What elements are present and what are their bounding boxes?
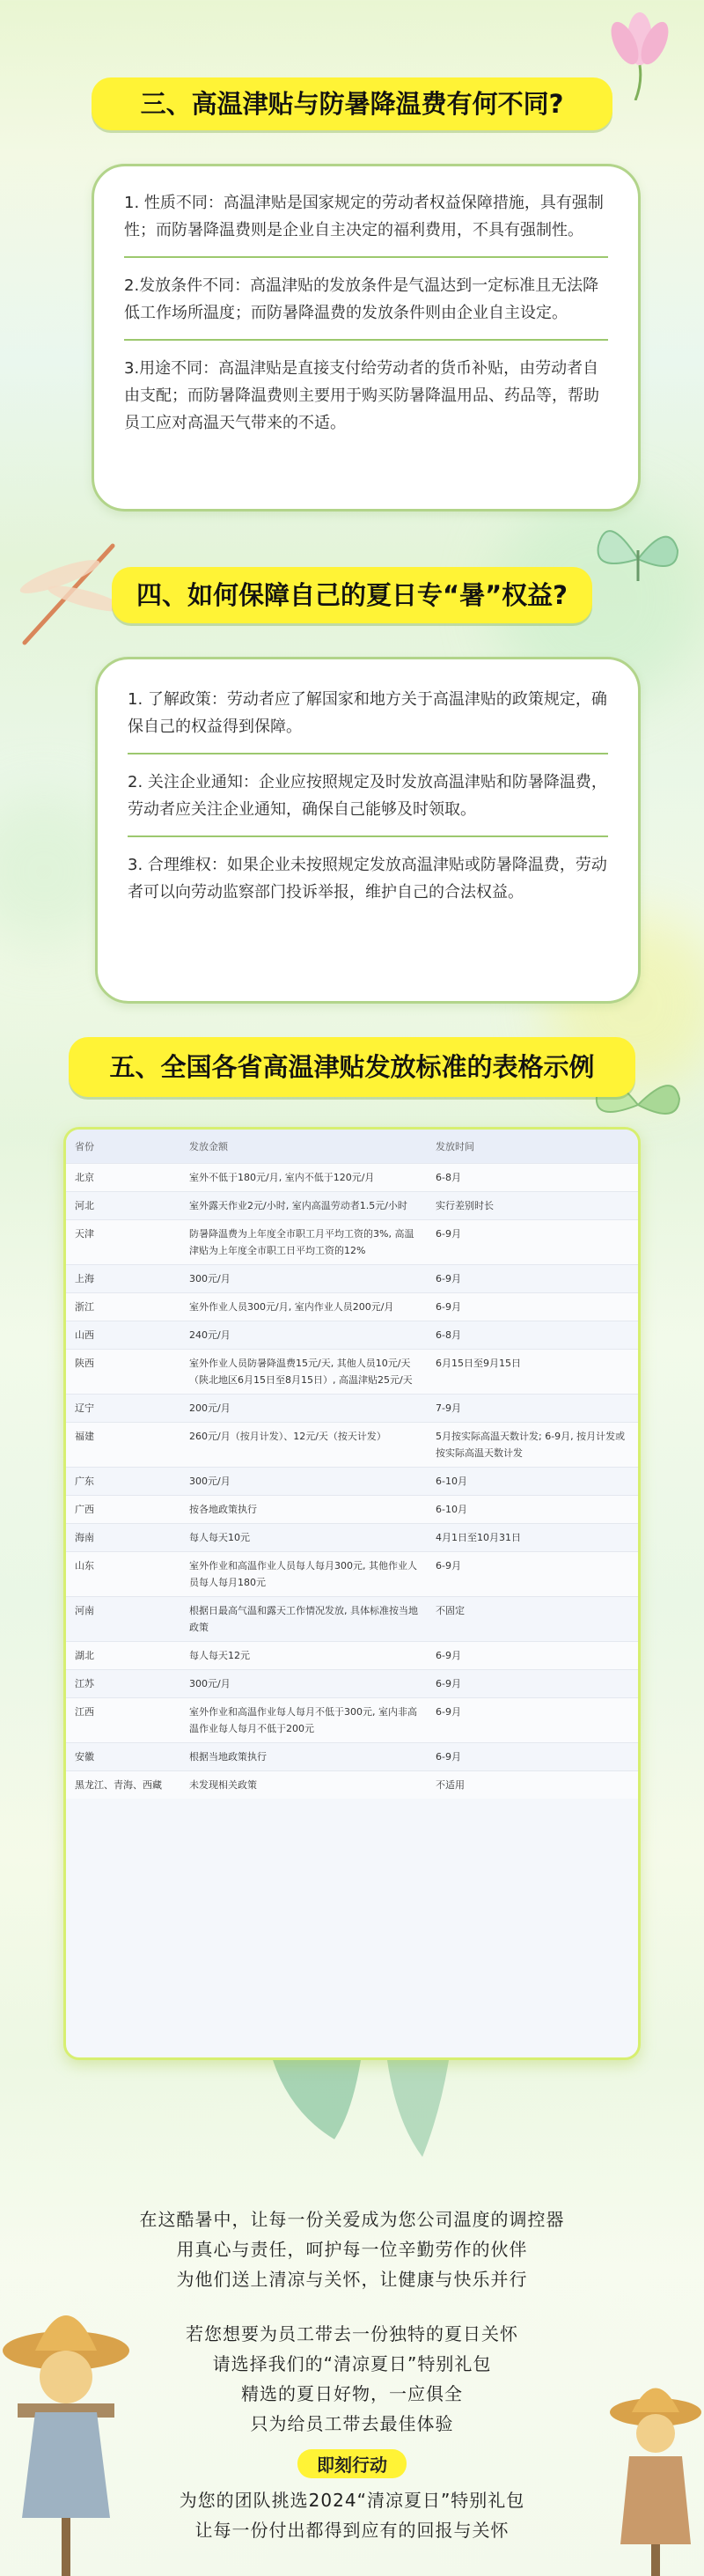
period-cell: 实行差别时长 <box>427 1192 638 1220</box>
province-cell: 陕西 <box>66 1350 180 1395</box>
table-row <box>66 1597 638 1642</box>
table-row <box>66 1220 638 1265</box>
divider <box>128 753 608 754</box>
period-cell: 6-9月 <box>427 1670 638 1698</box>
period-cell: 6-9月 <box>427 1552 638 1597</box>
period-cell: 6-9月 <box>427 1642 638 1670</box>
amount-cell: 260元/月（按月计发）、12元/天（按天计发） <box>180 1423 427 1468</box>
province-cell: 湖北 <box>66 1642 180 1670</box>
province-cell: 江西 <box>66 1698 180 1743</box>
table-row <box>66 1771 638 1800</box>
period-cell: 7-9月 <box>427 1395 638 1423</box>
amount-cell: 未发现相关政策 <box>180 1771 427 1800</box>
table-row <box>66 1395 638 1423</box>
province-cell: 黑龙江、青海、西藏 <box>66 1771 180 1800</box>
province-cell: 河北 <box>66 1192 180 1220</box>
period-cell: 6-9月 <box>427 1698 638 1743</box>
butterfly-icon <box>590 511 686 607</box>
amount-cell: 室外作业人员防暑降温费15元/天, 其他人员10元/天（陕北地区6月15日至8月15日）, 高温津贴25元/天 <box>180 1350 427 1395</box>
table-row <box>66 1350 638 1395</box>
section-4-item: 1. 了解政策：劳动者应了解国家和地方关于高温津贴的政策规定，确保自己的权益得到保障。 <box>128 690 607 736</box>
divider <box>124 256 608 258</box>
period-cell: 6-10月 <box>427 1496 638 1524</box>
table-header: 省份 <box>66 1130 180 1164</box>
closing-line: 让每一份付出都得到应有的回报与关怀 <box>194 2520 510 2541</box>
table-row <box>66 1192 638 1220</box>
amount-cell: 300元/月 <box>180 1670 427 1698</box>
province-cell: 河南 <box>66 1597 180 1642</box>
table-row <box>66 1265 638 1293</box>
province-cell: 江苏 <box>66 1670 180 1698</box>
table-row <box>66 1293 638 1321</box>
province-cell: 辽宁 <box>66 1395 180 1423</box>
province-cell: 安徽 <box>66 1743 180 1771</box>
act-now-button[interactable]: 即刻行动 <box>297 2449 407 2478</box>
period-cell: 6-9月 <box>427 1743 638 1771</box>
table-row <box>66 1698 638 1743</box>
period-cell: 不适用 <box>427 1771 638 1800</box>
section-4-item: 3. 合理维权：如果企业未按照规定发放高温津贴或防暑降温费，劳动者可以向劳动监察部门投诉举报，维护自己的合法权益。 <box>128 856 607 902</box>
amount-cell: 室外露天作业2元/小时, 室内高温劳动者1.5元/小时 <box>180 1192 427 1220</box>
province-cell: 广东 <box>66 1468 180 1496</box>
amount-cell: 每人每天12元 <box>180 1642 427 1670</box>
closing-line: 请选择我们的“清凉夏日”特别礼包 <box>212 2353 492 2374</box>
section-4-item: 2. 关注企业通知：企业应按照规定及时发放高温津贴和防暑降温费，劳动者应关注企业通知，确保自己能够及时领取。 <box>128 773 607 819</box>
closing-block <box>0 2204 704 2545</box>
province-cell: 北京 <box>66 1164 180 1192</box>
amount-cell: 根据当地政策执行 <box>180 1743 427 1771</box>
table-header-row <box>66 1130 638 1164</box>
province-cell: 天津 <box>66 1220 180 1265</box>
section-3-item: 1. 性质不同：高温津贴是国家规定的劳动者权益保障措施，具有强制性；而防暑降温费则是企业自主决定的福利费用，不具有强制性。 <box>124 194 604 239</box>
section-3-item: 3.用途不同：高温津贴是直接支付给劳动者的货币补贴，由劳动者自由支配；而防暑降温费则主要用于购买防暑降温用品、药品等，帮助员工应对高温天气带来的不适。 <box>124 359 599 432</box>
hanging-leaves-icon <box>255 2060 458 2166</box>
table-row <box>66 1743 638 1771</box>
table-row <box>66 1321 638 1350</box>
period-cell: 6-9月 <box>427 1220 638 1265</box>
period-cell: 6-10月 <box>427 1468 638 1496</box>
amount-cell: 240元/月 <box>180 1321 427 1350</box>
amount-cell: 200元/月 <box>180 1395 427 1423</box>
amount-cell: 按各地政策执行 <box>180 1496 427 1524</box>
section-4-card <box>95 657 641 1004</box>
amount-cell: 室外作业和高温作业每人每月不低于300元, 室内非高温作业每人每月不低于200元 <box>180 1698 427 1743</box>
closing-line: 为他们送上清凉与关怀，让健康与快乐并行 <box>176 2269 528 2290</box>
table-row <box>66 1552 638 1597</box>
period-cell: 6-8月 <box>427 1164 638 1192</box>
period-cell: 6月15日至9月15日 <box>427 1350 638 1395</box>
amount-cell: 室外不低于180元/月, 室内不低于120元/月 <box>180 1164 427 1192</box>
closing-line: 若您想要为员工带去一份独特的夏日关怀 <box>186 2323 518 2344</box>
province-cell: 广西 <box>66 1496 180 1524</box>
province-cell: 山西 <box>66 1321 180 1350</box>
amount-cell: 300元/月 <box>180 1468 427 1496</box>
table-row <box>66 1164 638 1192</box>
table-header: 发放时间 <box>427 1130 638 1164</box>
amount-cell: 每人每天10元 <box>180 1524 427 1552</box>
period-cell: 4月1日至10月31日 <box>427 1524 638 1552</box>
table-header: 发放金额 <box>180 1130 427 1164</box>
section-3-card <box>92 164 641 512</box>
period-cell: 不固定 <box>427 1597 638 1642</box>
section-3-item: 2.发放条件不同：高温津贴的发放条件是气温达到一定标准且无法降低工作场所温度；而防暑降温费的发放条件则由企业自主设定。 <box>124 276 599 322</box>
amount-cell: 室外作业人员300元/月, 室内作业人员200元/月 <box>180 1293 427 1321</box>
province-cell: 山东 <box>66 1552 180 1597</box>
amount-cell: 300元/月 <box>180 1265 427 1293</box>
province-cell: 福建 <box>66 1423 180 1468</box>
period-cell: 6-8月 <box>427 1321 638 1350</box>
amount-cell: 室外作业和高温作业人员每人每月300元, 其他作业人员每人每月180元 <box>180 1552 427 1597</box>
lotus-flower-icon <box>600 4 679 100</box>
period-cell: 6-9月 <box>427 1293 638 1321</box>
table-row <box>66 1642 638 1670</box>
closing-line: 用真心与责任，呵护每一位辛勤劳作的伙伴 <box>176 2239 528 2260</box>
table-row <box>66 1496 638 1524</box>
section-4-title: 四、如何保障自己的夏日专“暑”权益? <box>112 567 592 623</box>
amount-cell: 防暑降温费为上年度全市职工月平均工资的3%, 高温津贴为上年度全市职工日平均工资的12% <box>180 1220 427 1265</box>
table-row <box>66 1524 638 1552</box>
table-row <box>66 1423 638 1468</box>
period-cell: 6-9月 <box>427 1265 638 1293</box>
section-3-title: 三、高温津贴与防暑降温费有何不同? <box>92 77 612 130</box>
closing-line: 为您的团队挑选2024“清凉夏日”特别礼包 <box>179 2490 525 2511</box>
table-row <box>66 1468 638 1496</box>
divider <box>128 835 608 837</box>
province-cell: 海南 <box>66 1524 180 1552</box>
province-cell: 浙江 <box>66 1293 180 1321</box>
closing-line: 在这酷暑中，让每一份关爱成为您公司温度的调控器 <box>139 2209 565 2230</box>
divider <box>124 339 608 341</box>
table-row <box>66 1670 638 1698</box>
section-5-title: 五、全国各省高温津贴发放标准的表格示例 <box>69 1037 635 1097</box>
amount-cell: 根据日最高气温和露天工作情况发放, 具体标准按当地政策 <box>180 1597 427 1642</box>
province-cell: 上海 <box>66 1265 180 1293</box>
subsidy-table <box>63 1127 641 2060</box>
closing-line: 精选的夏日好物，一应俱全 <box>241 2383 463 2404</box>
period-cell: 5月按实际高温天数计发; 6-9月, 按月计发或按实际高温天数计发 <box>427 1423 638 1468</box>
closing-line: 只为给员工带去最佳体验 <box>250 2413 454 2434</box>
